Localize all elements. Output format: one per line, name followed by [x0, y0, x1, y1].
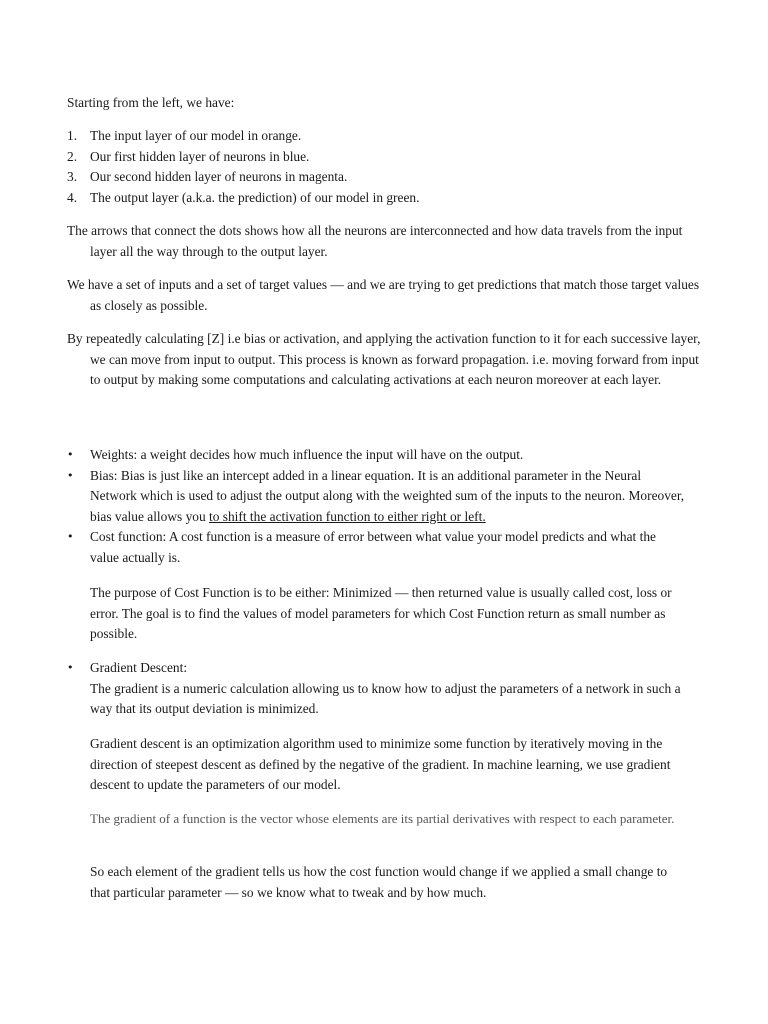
forward-propagation-paragraph: By repeatedly calculating [Z] i.e bias or activation, and applying the activation function to it for each successive layer, we can move from input to output. This process is known as forward propagation. i.e. moving forward from input to output by making some computations and calculating activations at each neuron moreover at each layer. [67, 331, 701, 387]
list-item-text: The output layer (a.k.a. the prediction) of our model in green. [90, 189, 420, 205]
bullet-item-weights [67, 445, 687, 466]
layers-list [67, 126, 687, 208]
list-number: 4. [67, 189, 78, 205]
gradient-description: The gradient is a numeric calculation allowing us to know how to adjust the parameters of a network in such a way that its output deviation is minimized. [90, 680, 681, 716]
cost-purpose-paragraph: The purpose of Cost Function is to be either: Minimized — then returned value is usually called cost, loss or error. The goal is to find the values of model parameters for which Cost Function return as small number as possible. [90, 585, 672, 641]
definitions-list [67, 445, 687, 568]
weights-text: Weights: a weight decides how much influence the input will have on the output. [90, 447, 524, 462]
list-item [67, 188, 687, 209]
list-number: 1. [67, 128, 78, 143]
list-item-text: Our first hidden layer of neurons in blue. [90, 148, 310, 164]
bullet-item-bias [67, 466, 687, 528]
bullet-icon: • [67, 448, 74, 461]
arrows-paragraph: The arrows that connect the dots shows how all the neurons are interconnected and how data travels from the input layer all the way through to the output layer. [67, 223, 683, 259]
gradient-descent-paragraph: Gradient descent is an optimization algorithm used to minimize some function by iteratively moving in the direction of steepest descent as defined by the negative of the gradient. In machine learning, we use gradient descent to update the parameters of our model. [90, 736, 671, 792]
inputs-paragraph: We have a set of inputs and a set of target values — and we are trying to get predictions that match those target values as closely as possible. [67, 277, 700, 313]
gradient-tells-paragraph: So each element of the gradient tells us how the cost function would change if we applied a small change to that particular parameter — so we know what to tweak and by how much. [90, 864, 668, 900]
bias-link[interactable]: to shift the activation function to either right or left. [209, 508, 486, 524]
list-item [67, 147, 687, 168]
intro-text: Starting from the left, we have: [67, 95, 235, 110]
bias-text: Bias: Bias is just like an intercept added in a linear equation. It is an additional parameter in the Neural Network which is used to adjust the output along with the weighted sum of the inputs to the neuron. Moreover, bias value allows you [90, 467, 685, 524]
gradient-title: Gradient Descent: [90, 660, 188, 675]
list-item [67, 167, 687, 188]
list-item-text: Our second hidden layer of neurons in magenta. [90, 169, 348, 184]
bullet-icon: • [67, 661, 74, 674]
bullet-item-cost [67, 527, 687, 568]
list-item-text: The input layer of our model in orange. [90, 128, 302, 143]
gradient-vector-paragraph: The gradient of a function is the vector whose elements are its partial derivatives with respect to each parameter. [90, 811, 675, 826]
list-item [67, 126, 687, 147]
list-number: 3. [67, 169, 78, 184]
bullet-item-gradient [67, 658, 687, 720]
bullet-icon: • [67, 468, 74, 482]
list-number: 2. [67, 148, 78, 164]
gradient-list [67, 658, 687, 720]
cost-text: Cost function: A cost function is a measure of error between what value your model predicts and what the value actually is. [90, 529, 656, 565]
bullet-icon: • [67, 530, 74, 543]
